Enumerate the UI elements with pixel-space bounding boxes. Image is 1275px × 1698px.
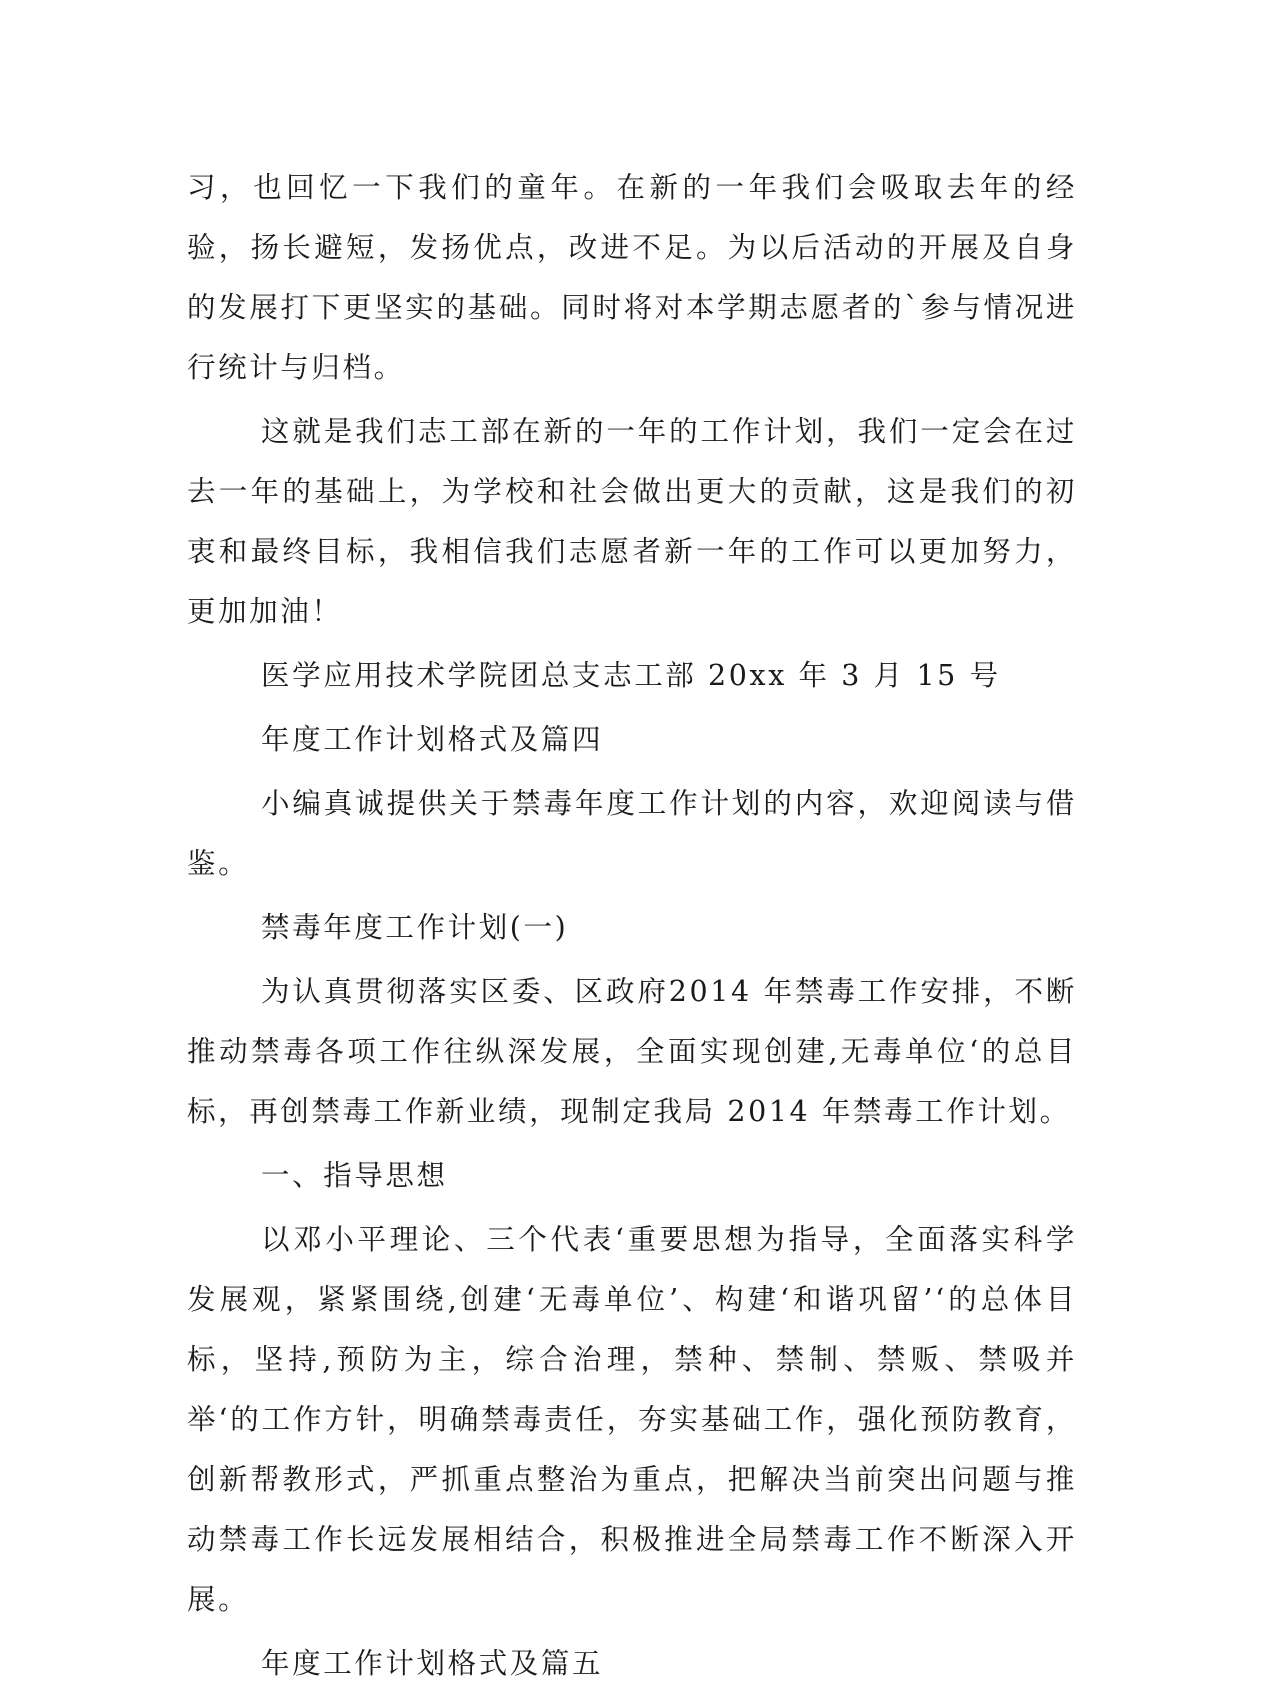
section-heading: 一、指导思想 bbox=[261, 1159, 448, 1192]
paragraph: 为认真贯彻落实区委、区政府2014 年禁毒工作安排，不断推动禁毒各项工作往纵深发展，全面实现创建‚无毒单位‘的总目标，再创禁毒工作新业绩，现制定我局 2014 年禁毒工作计划。 bbox=[187, 975, 1077, 1128]
section-heading: 禁毒年度工作计划(一) bbox=[261, 911, 569, 944]
paragraph: 习，也回忆一下我们的童年。在新的一年我们会吸取去年的经验，扬长避短，发扬优点，改进不足。为以后活动的开展及自身的发展打下更坚实的基础。同时将对本学期志愿者的`参与情况进行统计与归档。 bbox=[187, 171, 1077, 384]
section-heading: 年度工作计划格式及篇五 bbox=[261, 1647, 604, 1680]
paragraph: 这就是我们志工部在新的一年的工作计划，我们一定会在过去一年的基础上，为学校和社会做出更大的贡献，这是我们的初衷和最终目标，我相信我们志愿者新一年的工作可以更加努力，更加加油！ bbox=[187, 415, 1077, 628]
document-body bbox=[187, 158, 1077, 1698]
section-heading: 年度工作计划格式及篇四 bbox=[261, 723, 604, 756]
paragraph: 小编真诚提供关于禁毒年度工作计划的内容，欢迎阅读与借鉴。 bbox=[187, 787, 1077, 880]
signature-line: 医学应用技术学院团总支志工部 20xx 年 3 月 15 号 bbox=[261, 659, 1001, 692]
paragraph: 以邓小平理论、三个代表‘重要思想为指导，全面落实科学发展观，紧紧围绕‚创建‘无毒单位’、构建‘和谐巩留’‘的总体目标，坚持‚预防为主，综合治理，禁种、禁制、禁贩、禁吸并举‘的工作方针，明确禁毒责任，夯实基础工作，强化预防教育，创新帮教形式，严抓重点整治为重点，把解决当前突出问题与推动禁毒工作长远发展相结合，积极推进全局禁毒工作不断深入开展。 bbox=[187, 1223, 1077, 1616]
